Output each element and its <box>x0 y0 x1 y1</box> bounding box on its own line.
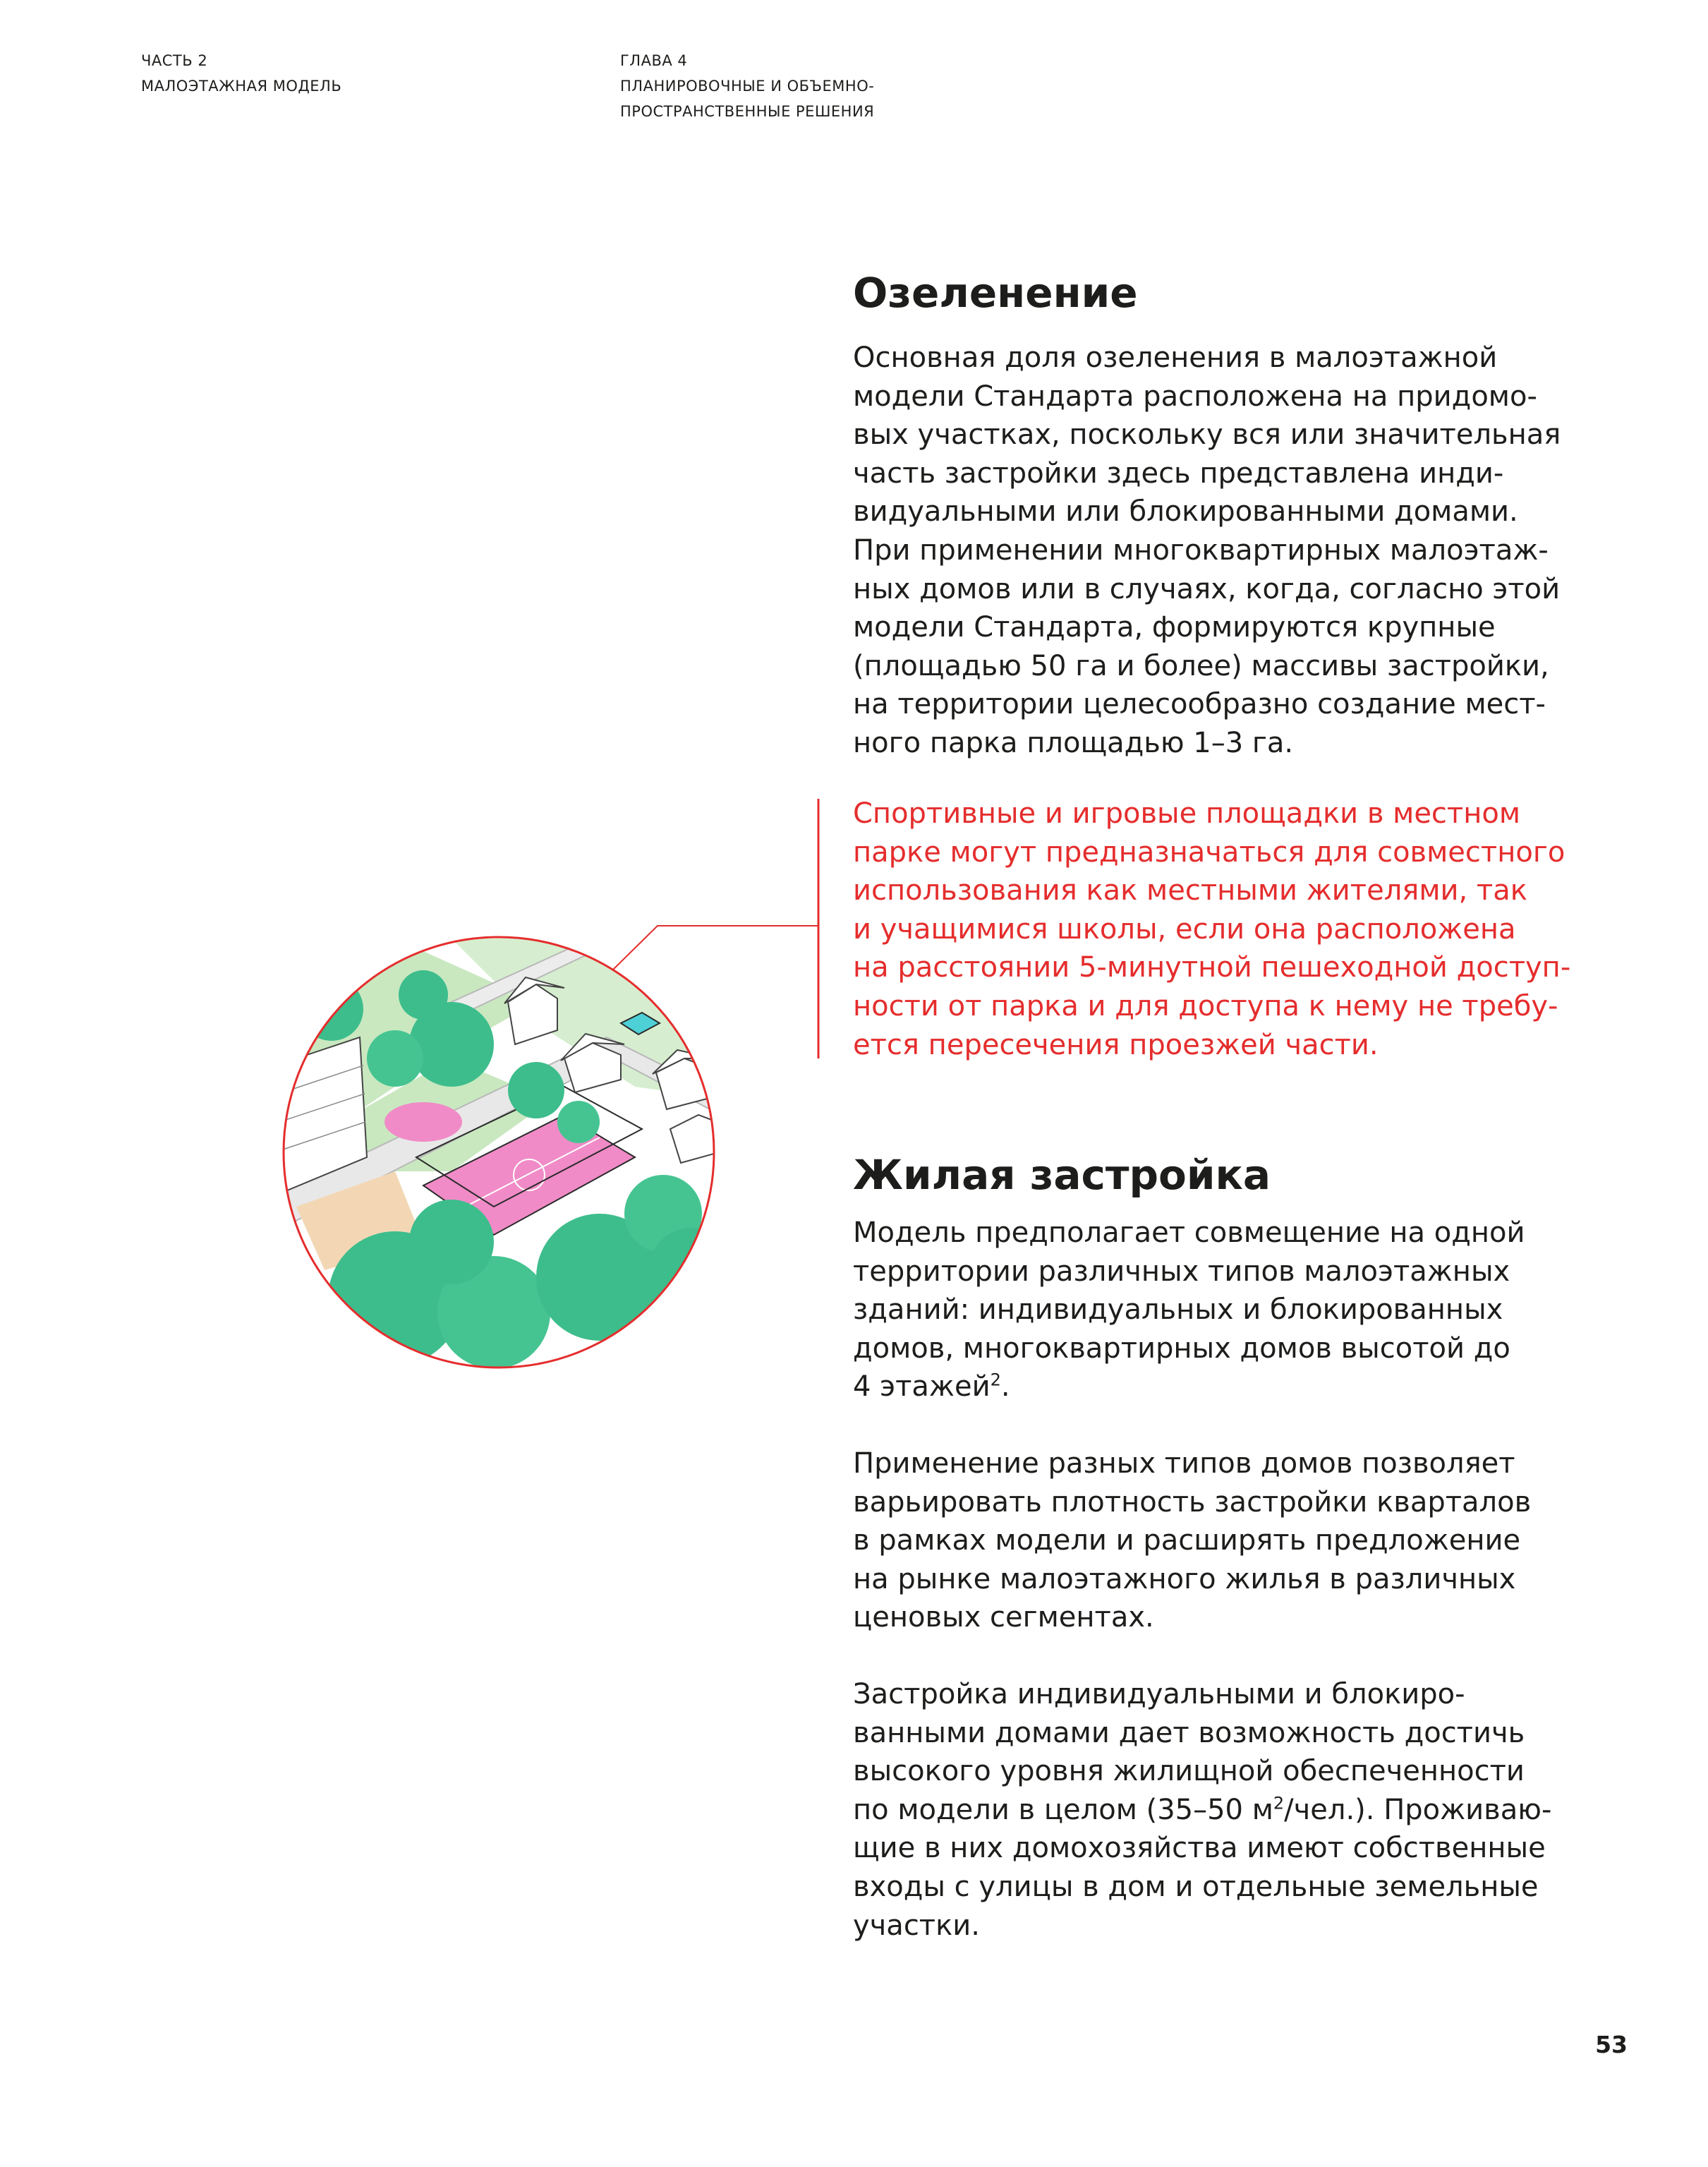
section-greening <box>853 268 1558 318</box>
greening-body <box>853 339 1561 763</box>
paragraph-line: модели Стандарта расположена на придомо- <box>853 380 1537 413</box>
part-label: ЧАСТЬ 2 <box>141 52 208 69</box>
chapter-label: ГЛАВА 4 <box>620 52 688 69</box>
paragraph-line: парке могут предназначаться для совместного <box>853 835 1565 869</box>
paragraph-line: модели Стандарта, формируются крупные <box>853 611 1496 644</box>
paragraph-line: ных домов или в случаях, когда, согласно этой <box>853 572 1561 605</box>
paragraph-line: ности от парка и для доступа к нему не требу- <box>853 989 1558 1022</box>
paragraph-line: (площадью 50 га и более) массивы застройки, <box>853 649 1549 682</box>
paragraph-line: Застройка индивидуальными и блокиро- <box>853 1678 1465 1710</box>
paragraph-line: При применении многоквартирных малоэтаж- <box>853 533 1549 567</box>
paragraph-line: Спортивные и игровые площадки в местном <box>853 797 1521 830</box>
paragraph-line: на рынке малоэтажного жилья в различных <box>853 1562 1516 1595</box>
paragraph-line: на расстоянии 5-минутной пешеходной доступ- <box>853 951 1571 984</box>
paragraph-line: ценовых сегментах. <box>853 1601 1154 1634</box>
paragraph-line: входы с улицы в дом и отдельные земельные <box>853 1870 1539 1903</box>
section-heading: Озеленение <box>853 269 1138 317</box>
callout-leader-line <box>612 926 818 970</box>
paragraph-line: часть застройки здесь представлена инди- <box>853 457 1504 490</box>
paragraph-line: Основная доля озеленения в малоэтажной <box>853 342 1498 374</box>
paragraph-line: домов, многоквартирных домов высотой до <box>853 1332 1510 1365</box>
paragraph-line: использования как местными жителями, так <box>853 874 1527 907</box>
residential-paragraph-2 <box>853 1444 1558 1637</box>
paragraph-line: Применение разных типов домов позволяет <box>853 1447 1515 1480</box>
residential-paragraph-3 <box>853 1675 1558 1945</box>
paragraph-line: на территории целесообразно создание мест- <box>853 688 1546 721</box>
callout-text <box>853 795 1571 1064</box>
paragraph-line: ванными домами дает возможность достичь <box>853 1716 1525 1749</box>
paragraph-line: ного парка площадью 1–3 га. <box>853 726 1294 759</box>
paragraph-line: варьировать плотность застройки кварталов <box>853 1485 1532 1519</box>
page-number: 53 <box>1595 2031 1628 2058</box>
part-title: МАЛОЭТАЖНАЯ МОДЕЛЬ <box>141 78 342 95</box>
paragraph-lines <box>853 1675 1558 1791</box>
section-heading: Жилая застройка <box>853 1151 1271 1199</box>
paragraph-line: вых участках, поскольку вся или значительная <box>853 418 1561 452</box>
paragraph-lines <box>853 1829 1558 1945</box>
paragraph-line: и учащимися школы, если она расположена <box>853 912 1516 946</box>
chapter-title-line: ПЛАНИРОВОЧНЫЕ И ОБЪЕМНО- <box>620 78 875 95</box>
paragraph-line: территории различных типов малоэтажных <box>853 1255 1510 1288</box>
illustration-scene <box>268 917 734 1397</box>
footnote-ref[interactable]: 2 <box>990 1370 1001 1391</box>
paragraph-line: 4 этажей$^2$. <box>853 1370 1010 1404</box>
paragraph-line: ется пересечения проезжей части. <box>853 1028 1379 1061</box>
paragraph-line: щие в них домохозяйства имеют собственные <box>853 1832 1546 1865</box>
paragraph-line: в рамках модели и расширять предложение <box>853 1524 1521 1557</box>
paragraph-lines <box>853 1214 1558 1368</box>
paragraph-line: видуальными или блокированными домами. <box>853 495 1518 529</box>
paragraph-line: Модель предполагает совмещение на одной <box>853 1217 1525 1249</box>
residential-paragraph-1 <box>853 1214 1558 1406</box>
paragraph-line: по модели в целом (35–50 $м^2/чел$.). Проживаю- <box>853 1793 1552 1826</box>
section-residential <box>853 1150 1558 1200</box>
paragraph-line: участки. <box>853 1909 980 1942</box>
paragraph-line: высокого уровня жилищной обеспеченности <box>853 1755 1525 1788</box>
chapter-title-line: ПРОСТРАНСТВЕННЫЕ РЕШЕНИЯ <box>620 103 875 120</box>
paragraph-line: зданий: индивидуальных и блокированных <box>853 1293 1503 1327</box>
